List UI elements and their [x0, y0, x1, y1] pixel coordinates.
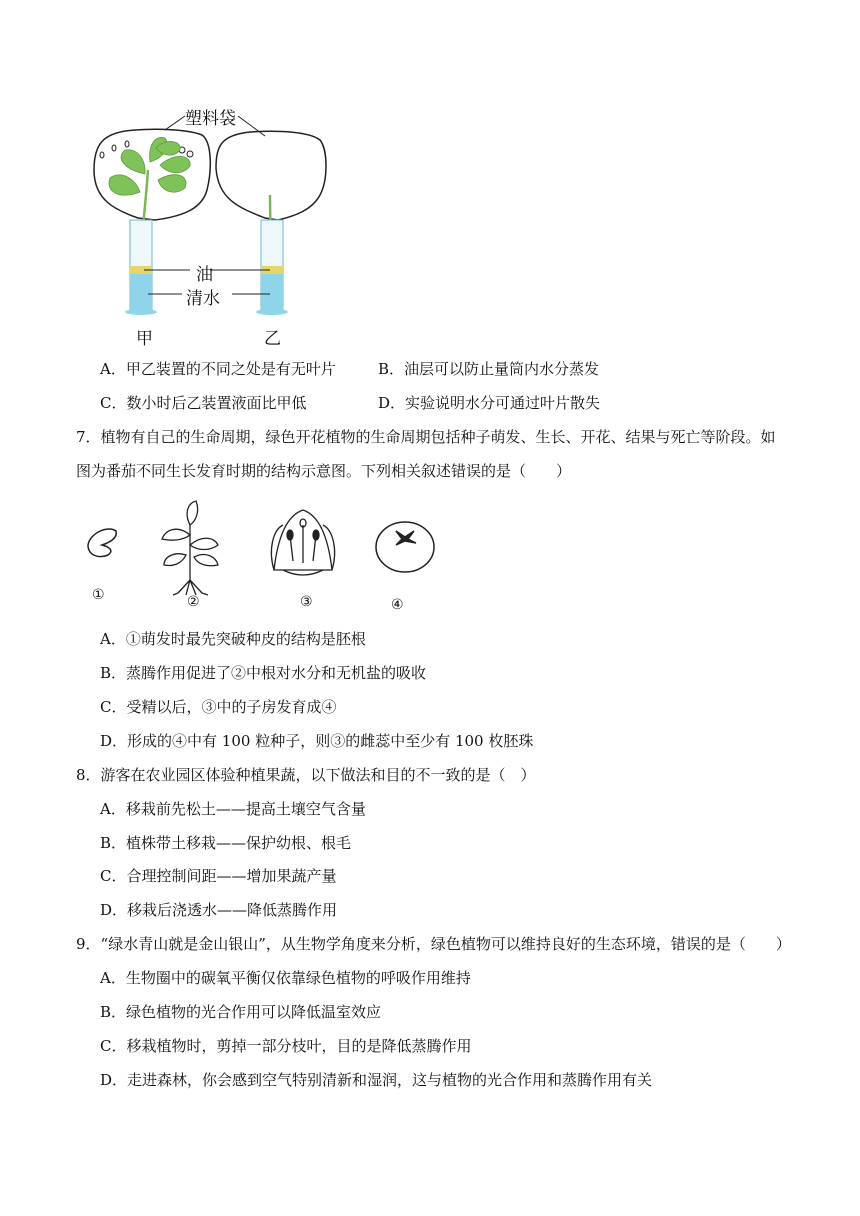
q9-stem: 9．“绿水青山就是金山银山”，从生物学角度来分析，绿色植物可以维持良好的生态环境，错误的是（ ） — [76, 935, 791, 953]
q6-option-b: B．油层可以防止量筒内水分蒸发 — [378, 360, 600, 378]
q6-option-a: A．甲乙装置的不同之处是有无叶片 — [100, 360, 336, 378]
q7-option-d: D．形成的④中有 100 粒种子，则③的雌蕊中至少有 100 枚胚珠 — [100, 732, 534, 750]
q9-option-c: C．移栽植物时，剪掉一部分枝叶，目的是降低蒸腾作用 — [100, 1037, 472, 1055]
bag-label: 塑料袋 — [185, 109, 236, 129]
tomato-drawing — [376, 522, 434, 572]
q7-stem-line1: 7．植物有自己的生命周期，绿色开花植物的生命周期包括种子萌发、生长、开花、结果与死亡等阶段。如 — [76, 428, 776, 446]
q6-option-d: D．实验说明水分可通过叶片散失 — [378, 394, 601, 412]
seedling-drawing — [162, 501, 218, 595]
q7-option-a: A．①萌发时最先突破种皮的结构是胚根 — [100, 630, 366, 648]
seed-drawing — [88, 529, 116, 557]
transpiration-experiment-figure — [90, 100, 350, 350]
q8-option-c: C．合理控制间距——增加果蔬产量 — [100, 867, 337, 885]
right-device-label: 乙 — [264, 329, 281, 349]
q7-option-b: B．蒸腾作用促进了②中根对水分和无机盐的吸收 — [100, 664, 427, 682]
q9-option-d: D．走进森林，你会感到空气特别清新和湿润，这与植物的光合作用和蒸腾作用有关 — [100, 1071, 653, 1089]
plastic-bag-left — [94, 129, 210, 220]
cylinder-left — [125, 220, 157, 315]
oil-label: 油 — [196, 265, 213, 285]
q6-option-c: C．数小时后乙装置液面比甲低 — [100, 394, 307, 412]
q7-stem-line2: 图为番茄不同生长发育时期的结构示意图。下列相关叙述错误的是（ ） — [76, 462, 572, 480]
figure-label-1: ① — [92, 587, 105, 603]
q7-option-c: C．受精以后，③中的子房发育成④ — [100, 698, 337, 716]
q8-option-a: A．移栽前先松土——提高土壤空气含量 — [100, 800, 366, 818]
plant-leaves — [109, 137, 190, 195]
q9-option-b: B．绿色植物的光合作用可以降低温室效应 — [100, 1003, 382, 1021]
flower-drawing — [271, 510, 334, 575]
figure-label-2: ② — [187, 594, 200, 610]
cylinder-right — [256, 220, 288, 315]
figure-label-3: ③ — [300, 594, 313, 610]
figure-label-4: ④ — [391, 597, 404, 613]
water-label: 清水 — [186, 289, 220, 309]
q8-stem: 8．游客在农业园区体验种植果蔬，以下做法和目的不一致的是（ ） — [76, 766, 536, 784]
q9-option-a: A．生物圈中的碳氧平衡仅依靠绿色植物的呼吸作用维持 — [100, 969, 471, 987]
q8-option-d: D．移栽后浇透水——降低蒸腾作用 — [100, 901, 338, 919]
left-device-label: 甲 — [136, 329, 153, 349]
q8-option-b: B．植株带土移栽——保护幼根、根毛 — [100, 834, 352, 852]
